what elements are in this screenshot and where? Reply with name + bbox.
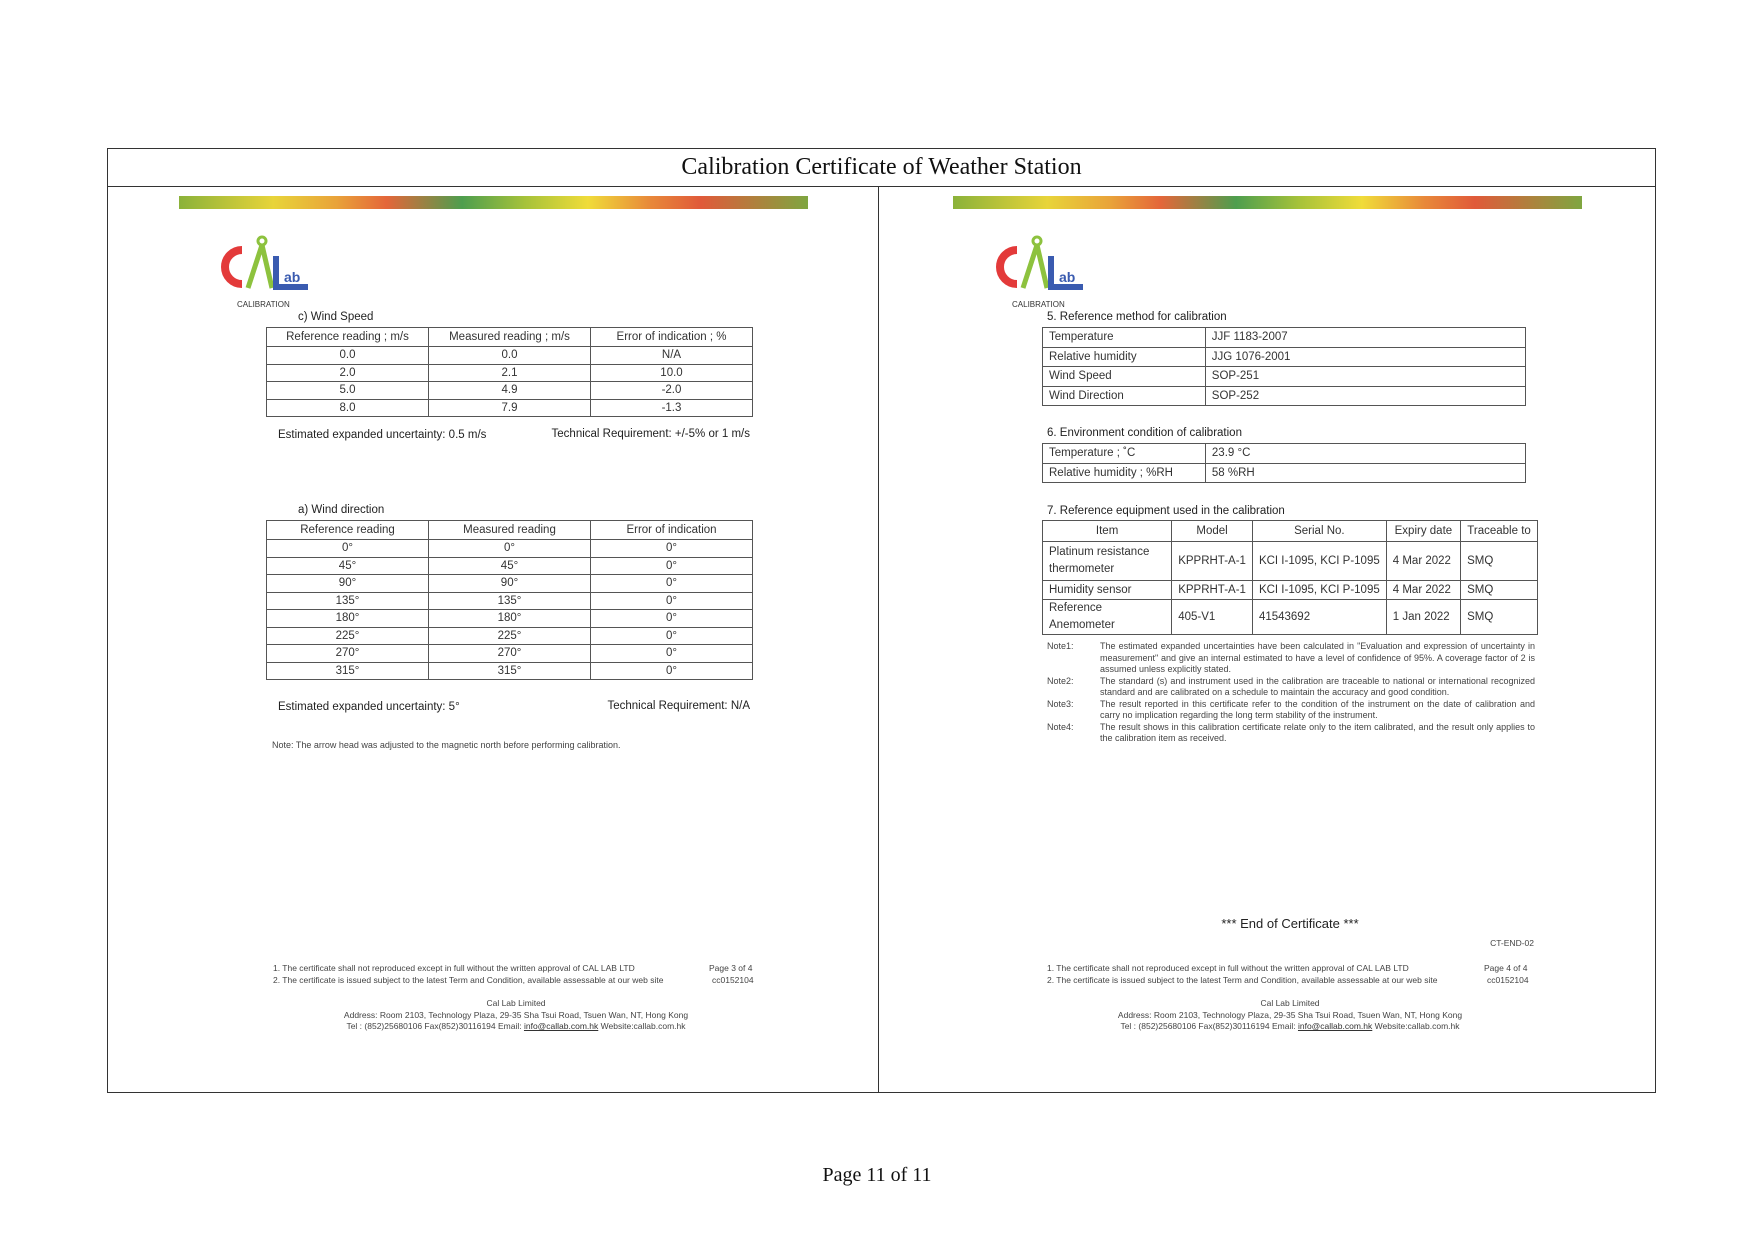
wind-direction-table [266,520,753,680]
note-item [1047,722,1535,745]
reference-method-table [1042,327,1526,406]
end-code: CT-END-02 [1490,938,1534,948]
table-cell: Wind Direction [1043,386,1206,406]
table-cell: 1 Jan 2022 [1386,600,1460,635]
company-block [1040,998,1540,1033]
table-cell: 0.0 [267,347,429,365]
wind-direction-requirement: Technical Requirement: N/A [607,700,750,712]
table-cell: -1.3 [591,399,753,417]
table-cell: Measured reading ; m/s [429,328,591,347]
table-cell: KPPRHT-A-1 [1172,542,1253,581]
table-cell: 45° [267,557,429,575]
table-cell: Relative humidity ; %RH [1043,463,1206,483]
table-row [1043,542,1538,581]
table-cell: -2.0 [591,382,753,400]
environment-table [1042,443,1526,483]
table-cell: 315° [429,662,591,680]
table-row [267,399,753,417]
table-cell: Temperature ; ˚C [1043,444,1206,464]
color-band [953,196,1582,209]
company-name: Cal Lab Limited [1260,998,1320,1008]
table-cell: 0° [591,645,753,663]
footer-line-1: 1. The certificate shall not reproduced except in full without the written approval of CAL LAB LTD [1047,963,1409,973]
table-cell: 0° [591,557,753,575]
table-row [267,575,753,593]
table-cell: Humidity sensor [1043,581,1172,600]
end-of-certificate: *** End of Certificate *** [1221,916,1359,931]
table-cell: 5.0 [267,382,429,400]
note-text: The standard (s) and instrument used in the calibration are traceable to national or international recognized standard and are calibrated on a schedule to maintain the accuracy and good condition. [1100,675,1535,697]
notes [1047,641,1535,745]
table-cell: 225° [429,627,591,645]
table-cell: Reference reading ; m/s [267,328,429,347]
table-cell: JJG 1076-2001 [1205,347,1525,367]
environment-heading: 6. Environment condition of calibration [1047,427,1242,439]
company-address: Address: Room 2103, Technology Plaza, 29-35 Sha Tsui Road, Tsuen Wan, NT, Hong Kong [343,1009,689,1020]
table-cell: 4 Mar 2022 [1386,581,1460,600]
table-row [1043,328,1526,348]
table-row [1043,581,1538,600]
note-label: Note4: [1047,721,1074,732]
footer-line-2: 2. The certificate is issued subject to the latest Term and Condition, available assessable at our web site [1047,975,1438,985]
page-divider [878,187,879,1093]
footer-line-2: 2. The certificate is issued subject to the latest Term and Condition, available assessable at our web site [273,975,664,985]
company-website[interactable]: Website:callab.com.hk [598,1021,686,1031]
table-cell: 180° [429,610,591,628]
note-label: Note3: [1047,698,1074,709]
company-block [266,998,766,1033]
wind-speed-heading: c) Wind Speed [298,311,374,323]
email-link[interactable]: info@callab.com.hk [1297,1021,1373,1031]
footer-line-1: 1. The certificate shall not reproduced except in full without the written approval of CAL LAB LTD [273,963,635,973]
table-header-row [267,521,753,540]
table-cell: 225° [267,627,429,645]
note-item [1047,676,1535,699]
table-cell: 405-V1 [1172,600,1253,635]
table-cell: Reference reading [267,521,429,540]
table-cell: 10.0 [591,364,753,382]
table-row [267,347,753,365]
equipment-heading: 7. Reference equipment used in the calibration [1047,505,1285,517]
table-cell: SMQ [1461,581,1538,600]
table-cell: 0° [591,592,753,610]
certificate-number: cc0152104 [712,975,754,985]
table-cell: 135° [267,592,429,610]
table-cell: 2.0 [267,364,429,382]
table-cell: Wind Speed [1043,367,1206,387]
svg-text:ab: ab [1059,269,1076,285]
table-row [1043,347,1526,367]
table-cell: SOP-252 [1205,386,1525,406]
table-cell: 270° [429,645,591,663]
table-row [267,662,753,680]
table-cell: SOP-251 [1205,367,1525,387]
page-number: Page 3 of 4 [709,963,753,973]
table-cell: KCI I-1095, KCI P-1095 [1252,581,1386,600]
callab-logo [210,232,320,307]
table-cell: 45° [429,557,591,575]
ref-method-heading: 5. Reference method for calibration [1047,311,1227,323]
table-cell: 58 %RH [1205,463,1525,483]
table-cell: 2.1 [429,364,591,382]
table-header-row [267,328,753,347]
equipment-table [1042,520,1538,635]
table-cell: Serial No. [1252,521,1386,542]
table-cell: 4.9 [429,382,591,400]
table-cell: Expiry date [1386,521,1460,542]
table-row [267,364,753,382]
table-cell: KPPRHT-A-1 [1172,581,1253,600]
table-row [1043,600,1538,635]
table-cell: 7.9 [429,399,591,417]
callab-logo [985,232,1095,307]
wind-speed-requirement: Technical Requirement: +/-5% or 1 m/s [551,428,750,440]
table-cell: 0° [267,540,429,558]
email-link[interactable]: info@callab.com.hk [523,1021,599,1031]
page-number: Page 4 of 4 [1484,963,1528,973]
table-cell: 41543692 [1252,600,1386,635]
table-cell: 90° [429,575,591,593]
logo-caption: CALIBRATION [1012,300,1065,309]
table-cell: 0° [591,610,753,628]
table-header-row [1043,521,1538,542]
table-row [1043,463,1526,483]
wind-direction-uncertainty: Estimated expanded uncertainty: 5° [278,701,460,713]
company-name: Cal Lab Limited [486,998,546,1008]
table-cell: Temperature [1043,328,1206,348]
table-cell: Platinum resistance thermometer [1043,542,1172,581]
svg-text:ab: ab [284,269,301,285]
company-tel: Tel : (852)25680106 Fax(852)30116194 Email: [346,1021,524,1031]
color-band [179,196,808,209]
table-cell: 270° [267,645,429,663]
table-cell: 8.0 [267,399,429,417]
table-cell: Error of indication ; % [591,328,753,347]
certificate-number: cc0152104 [1487,975,1529,985]
table-row [267,592,753,610]
note-text: The result shows in this calibration certificate relate only to the item calibrated, and the result only applies to the calibration item as received. [1100,721,1535,743]
table-cell: 0.0 [429,347,591,365]
table-cell: Traceable to [1461,521,1538,542]
table-row [267,540,753,558]
wind-speed-table [266,327,753,417]
table-cell: 315° [267,662,429,680]
logo-caption: CALIBRATION [237,300,290,309]
note-text: The result reported in this certificate refer to the condition of the instrument on the date of calibration and carry no implication regarding the long term stability of the instrument. [1100,698,1535,720]
table-cell: Item [1043,521,1172,542]
table-cell: Error of indication [591,521,753,540]
table-cell: Relative humidity [1043,347,1206,367]
company-tel: Tel : (852)25680106 Fax(852)30116194 Email: [1120,1021,1298,1031]
table-row [267,382,753,400]
table-row [267,557,753,575]
table-cell: 0° [591,540,753,558]
table-cell: Measured reading [429,521,591,540]
table-cell: JJF 1183-2007 [1205,328,1525,348]
table-row [1043,386,1526,406]
table-cell: 90° [267,575,429,593]
table-cell: SMQ [1461,600,1538,635]
table-row [267,645,753,663]
company-website[interactable]: Website:callab.com.hk [1372,1021,1460,1031]
table-cell: 0° [591,575,753,593]
note-item [1047,641,1535,676]
table-cell: N/A [591,347,753,365]
document-title: Calibration Certificate of Weather Station [107,148,1656,187]
table-cell: 180° [267,610,429,628]
arrow-note: Note: The arrow head was adjusted to the magnetic north before performing calibration. [272,740,621,750]
table-cell: Model [1172,521,1253,542]
table-row [267,627,753,645]
table-row [267,610,753,628]
page-footer: Page 11 of 11 [822,1164,932,1186]
table-cell: 0° [591,662,753,680]
wind-speed-uncertainty: Estimated expanded uncertainty: 0.5 m/s [278,429,487,441]
table-cell: 0° [429,540,591,558]
table-row [1043,444,1526,464]
wind-direction-heading: a) Wind direction [298,504,385,516]
note-label: Note1: [1047,641,1074,651]
table-row [1043,367,1526,387]
table-cell: KCI I-1095, KCI P-1095 [1252,542,1386,581]
table-cell: 23.9 °C [1205,444,1525,464]
table-cell: Reference Anemometer [1043,600,1172,635]
note-item [1047,699,1535,722]
note-text: The estimated expanded uncertainties have been calculated in "Evaluation and expression of uncertainty in measurement" and give an internal estimated to have a level of confidence of 95%. A coverage factor of 2 is assumed unless explicitly stated. [1100,641,1535,674]
table-cell: SMQ [1461,542,1538,581]
note-label: Note2: [1047,675,1074,686]
table-cell: 4 Mar 2022 [1386,542,1460,581]
table-cell: 0° [591,627,753,645]
company-address: Address: Room 2103, Technology Plaza, 29-35 Sha Tsui Road, Tsuen Wan, NT, Hong Kong [1117,1009,1463,1020]
table-cell: 135° [429,592,591,610]
